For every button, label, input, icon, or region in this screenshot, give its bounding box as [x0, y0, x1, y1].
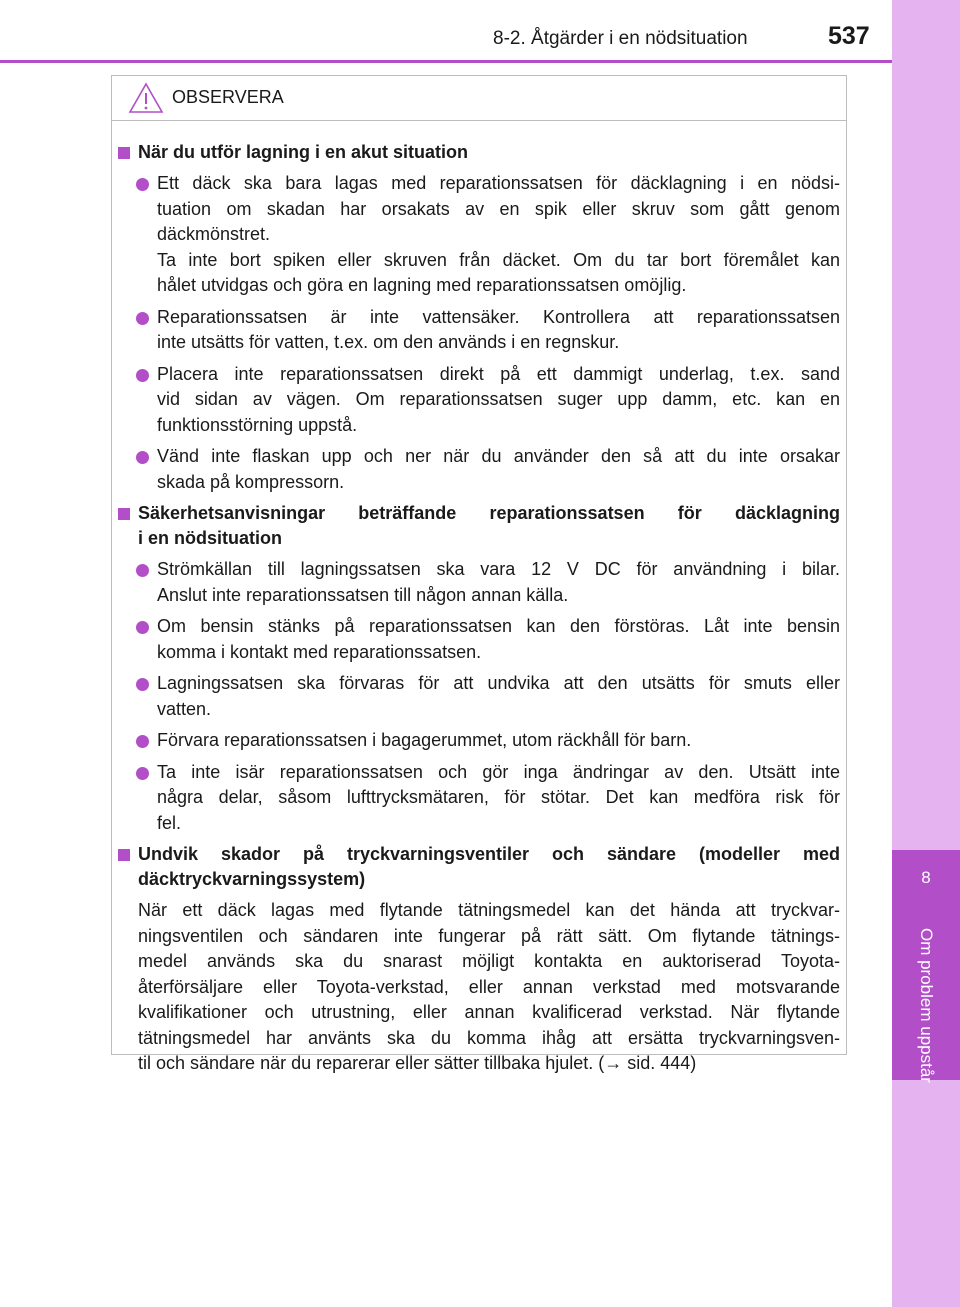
chapter-number: 8 — [921, 868, 931, 887]
page-number: 537 — [828, 22, 870, 50]
list-item: Vänd inte flaskan upp och ner när du använder den så att du inte orsakar skada på kompressorn. — [112, 444, 848, 495]
chapter-tab[interactable] — [892, 850, 960, 1083]
list-item: Förvara reparationssatsen i bagagerummet, utom räckhåll för barn. — [112, 728, 848, 754]
notice-content — [112, 134, 848, 1077]
round-bullet-icon — [136, 678, 149, 691]
list-item: Om bensin stänks på reparationssatsen kan den förstöras. Låt inte bensin komma i kontakt med reparationssatsen. — [112, 614, 848, 665]
round-bullet-icon — [136, 369, 149, 382]
square-bullet-icon — [118, 849, 130, 861]
notice-title: OBSERVERA — [172, 87, 284, 107]
list-item: Placera inte reparationssatsen direkt på ett dammigt underlag, t.ex. sand vid sidan av vägen. Om reparationssatsen suger upp damm, etc. kan en funktionsstörning uppstå. — [112, 362, 848, 439]
paragraph: När ett däck lagas med flytande tätningsmedel kan det hända att tryckvar- ningsventilen och sändaren inte fungerar på rätt sätt. Om flytande tätnings- medel används ska du snarast möjligt kontakta en auktoriserad Toyota- återförsäljare eller Toyota-verkstad, eller annan verkstad med motsvarande kvalifikationer och utrustning, eller annan kvalificerad verkstad. När flytande tätningsmedel har använts ska du komma ihåg att ersätta tryckvarningsven- til och sändare när du reparerar eller sätter tillbaka hjulet. (→ sid. 444) — [112, 898, 848, 1077]
notice-header — [112, 76, 846, 121]
round-bullet-icon — [136, 312, 149, 325]
section-heading: När du utför lagning i en akut situation — [112, 140, 848, 165]
round-bullet-icon — [136, 621, 149, 634]
round-bullet-icon — [136, 735, 149, 748]
round-bullet-icon — [136, 767, 149, 780]
notice-box — [111, 75, 847, 1073]
page-reference[interactable]: til och sändare när du reparerar eller sätter tillbaka hjulet. (→ sid. 444) — [138, 1053, 697, 1073]
header-divider — [0, 60, 892, 63]
list-item: Ta inte isär reparationssatsen och gör inga ändringar av den. Utsätt inte några delar, såsom lufttrycksmätaren, för stötar. Det kan medföra risk för fel. — [112, 760, 848, 837]
list-item: Ett däck ska bara lagas med reparationssatsen för däcklagning i en nödsi- tuation om skadan har orsakats av en spik eller skruv som gått genom däckmönstret. Ta inte bort spiken eller skruven från däcket. Om du tar bort föremålet kan hålet utvidgas och göra en lagning med reparationssatsen omöjlig. — [112, 171, 848, 299]
section-heading: Undvik skador på tryckvarningsventiler och sändare (modeller med däcktryckvarningssystem) — [112, 842, 848, 892]
square-bullet-icon — [118, 508, 130, 520]
list-item: Lagningssatsen ska förvaras för att undvika att den utsätts för smuts eller vatten. — [112, 671, 848, 722]
square-bullet-icon — [118, 147, 130, 159]
warning-triangle-icon — [128, 82, 164, 119]
chapter-title: Om problem uppstår — [917, 928, 936, 1083]
round-bullet-icon — [136, 178, 149, 191]
round-bullet-icon — [136, 564, 149, 577]
list-item: Strömkällan till lagningssatsen ska vara 12 V DC för användning i bilar. Anslut inte reparationssatsen till någon annan källa. — [112, 557, 848, 608]
section-heading: Säkerhetsanvisningar beträffande reparationssatsen för däcklagning i en nödsituation — [112, 501, 848, 551]
section-title: 8-2. Åtgärder i en nödsituation — [493, 28, 748, 49]
list-item: Reparationssatsen är inte vattensäker. Kontrollera att reparationssatsen inte utsätts för vatten, t.ex. om den används i en regnskur. — [112, 305, 848, 356]
round-bullet-icon — [136, 451, 149, 464]
side-tab — [892, 0, 960, 1307]
